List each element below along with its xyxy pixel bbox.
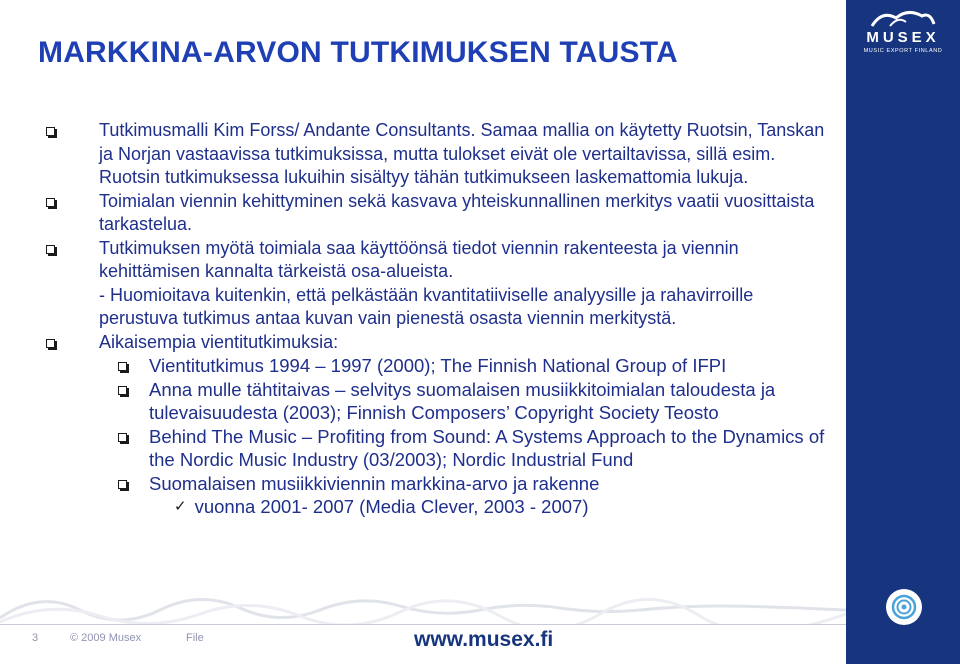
hollow-square-bullet-icon	[118, 362, 127, 371]
logo-tagline: MUSIC EXPORT FINLAND	[863, 48, 943, 54]
slide-title: MARKKINA-ARVON TUTKIMUKSEN TAUSTA	[38, 36, 678, 69]
footer-file-label: File	[186, 632, 204, 644]
logo-word: MUSEX	[866, 29, 940, 46]
hollow-square-bullet-icon	[118, 480, 127, 489]
hollow-square-bullet-icon	[46, 339, 55, 348]
list-item	[46, 284, 836, 331]
checkmark-icon: ✓	[174, 498, 187, 515]
list-item-text: Toimialan viennin kehittyminen sekä kasvava yhteiskunnallinen merkitys vaatii vuosittaista tarkastelua.	[99, 190, 815, 234]
list-item-text: Tutkimuksen myötä toimiala saa käyttöönsä tiedot viennin rakenteesta ja viennin kehittämisen kannalta tärkeistä osa-alueista.	[99, 237, 739, 281]
footer-copyright: © 2009 Musex	[70, 632, 142, 644]
footer-divider	[0, 624, 846, 625]
footer-url[interactable]: www.musex.fi	[414, 628, 554, 651]
list-item-text: Anna mulle tähtitaivas – selvitys suomalaisen musiikkitoimialan taloudesta ja tulevaisuudesta (2003); Finnish Composers’ Copyright Society Teosto	[149, 378, 776, 423]
list-item	[46, 119, 836, 190]
hollow-square-bullet-icon	[46, 245, 55, 254]
musex-logo	[846, 8, 960, 68]
sub-sub-list-item	[174, 495, 836, 519]
list-item	[46, 237, 836, 284]
list-item-text: - Huomioitava kuitenkin, että pelkästään kvantitatiiviselle analyysille ja rahavirroille perustuva tutkimus antaa kuvan vain pienestä osasta viennin merkitystä.	[99, 284, 754, 328]
hollow-square-bullet-icon	[46, 198, 55, 207]
sub-list-item	[118, 354, 836, 378]
page-number: 3	[32, 632, 39, 644]
list-item-text: Suomalaisen musiikkiviennin markkina-arvo ja rakenne	[149, 472, 600, 494]
speaker-icon[interactable]	[886, 589, 922, 625]
list-item	[46, 331, 836, 355]
hollow-square-bullet-icon	[118, 433, 127, 442]
list-item-text: Behind The Music – Profiting from Sound: A Systems Approach to the Dynamics of the Nordic Music Industry (03/2003); Nordic Industrial Fund	[149, 425, 825, 470]
sub-list-item	[118, 472, 836, 496]
bullet-list	[46, 119, 836, 519]
list-item-text: Vientitutkimus 1994 – 1997 (2000); The Finnish National Group of IFPI	[149, 355, 727, 376]
hollow-square-bullet-icon	[46, 127, 55, 136]
decorative-waves	[0, 588, 846, 624]
list-item-text: Aikaisempia vientitutkimuksia:	[99, 331, 339, 352]
sidebar	[846, 0, 960, 664]
hollow-square-bullet-icon	[118, 386, 127, 395]
list-item	[46, 190, 836, 237]
list-item-text: Tutkimusmalli Kim Forss/ Andante Consultants. Samaa mallia on käytetty Ruotsin, Tanskan ja Norjan vastaavissa tutkimuksissa, mutta tulokset eivät ole vertailtavissa, sillä esim. Ruotsin tutkimuksessa lukuihin sisältyy tähän tutkimukseen laskemattomia lukuja.	[99, 120, 825, 187]
sub-list-item	[118, 378, 836, 425]
logo-arc-icon	[868, 8, 938, 28]
list-item-text: vuonna 2001- 2007 (Media Clever, 2003 - 2007)	[194, 496, 589, 517]
sub-list-item	[118, 425, 836, 472]
